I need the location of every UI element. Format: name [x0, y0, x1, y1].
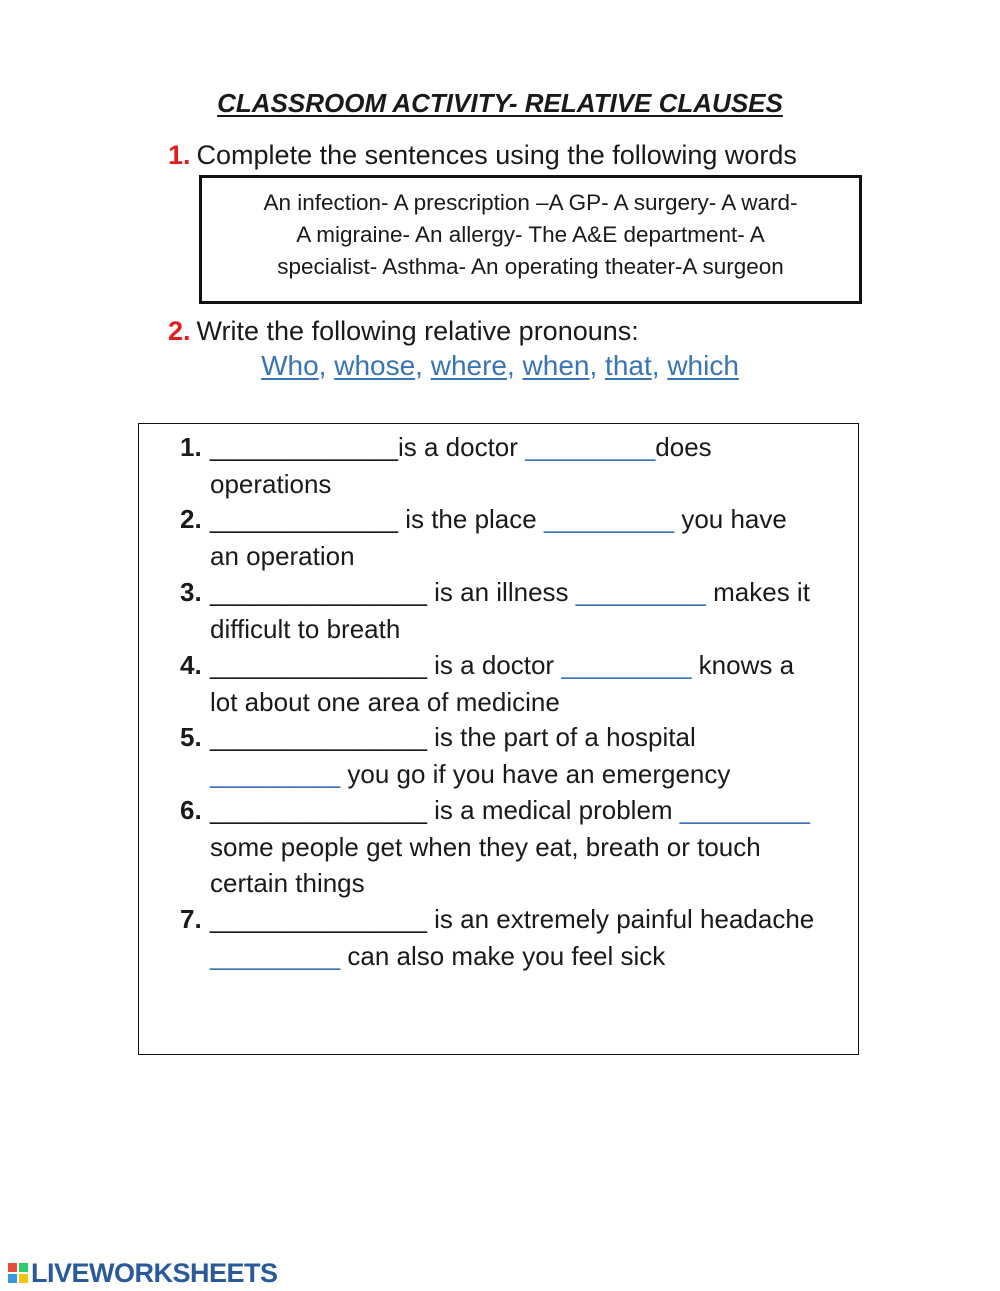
instruction-2-number: 2. [168, 316, 191, 346]
exercise-item-5: 5. _______________ is the part of a hospital _________ you go if you have an emergency [180, 719, 820, 792]
exercise-item-2: 2. _____________ is the place _________ you have an operation [180, 501, 820, 574]
instruction-2 [168, 316, 639, 347]
answer-blank-noun[interactable]: _______________ [210, 904, 427, 934]
answer-blank-noun[interactable]: _______________ [210, 722, 427, 752]
exercise-number: 1. [180, 432, 202, 462]
instruction-1-text: Complete the sentences using the following words [196, 140, 797, 170]
instruction-1 [168, 140, 797, 171]
pronoun-word[interactable]: when [522, 350, 590, 381]
answer-blank-pronoun[interactable]: _________ [210, 940, 341, 971]
word-bank-line: specialist- Asthma- An operating theater-A surgeon [277, 254, 784, 279]
pronoun-word[interactable]: which [667, 350, 739, 381]
answer-blank-pronoun[interactable]: _________ [561, 650, 692, 680]
answer-blank-noun[interactable]: _______________ [210, 577, 427, 607]
pronoun-list: Who, whose, where, when, that, which [261, 350, 739, 381]
pronoun-word[interactable]: that [605, 350, 652, 381]
exercise-item-7: 7. _______________ is an extremely painful headache _________ can also make you feel sick [180, 901, 820, 974]
answer-blank-pronoun[interactable]: _________ [679, 795, 810, 825]
exercise-number: 6. [180, 795, 202, 825]
answer-blank-pronoun[interactable]: _________ [575, 577, 706, 607]
instruction-1-number: 1. [168, 140, 191, 170]
word-bank-line: A migraine- An allergy- The A&E department- A [296, 222, 765, 247]
exercise-number: 7. [180, 904, 202, 934]
answer-blank-pronoun[interactable]: _________ [543, 504, 675, 534]
exercise-item-6: 6. _______________ is a medical problem _________ some people get when they eat, breath or touch certain things [180, 792, 820, 902]
exercise-number: 4. [180, 650, 202, 680]
worksheet-title: CLASSROOM ACTIVITY- RELATIVE CLAUSES [217, 88, 783, 118]
pronoun-word[interactable]: where [430, 350, 507, 381]
exercise-item-4: 4. _______________ is a doctor _________ knows a lot about one area of medicine [180, 647, 820, 720]
answer-blank-noun[interactable]: _______________ [210, 795, 427, 825]
exercise-number: 5. [180, 722, 202, 752]
exercise-item-1: 1. _____________is a doctor _________does operations [180, 429, 820, 502]
pronoun-word[interactable]: whose [334, 350, 416, 381]
exercise-number: 3. [180, 577, 202, 607]
exercise-item-3: 3. _______________ is an illness _________ makes it difficult to breath [180, 574, 820, 647]
answer-blank-pronoun[interactable]: _________ [525, 432, 656, 462]
instruction-2-text: Write the following relative pronouns: [196, 316, 639, 346]
answer-blank-noun[interactable]: _____________ [210, 432, 398, 462]
answer-blank-pronoun[interactable]: _________ [210, 758, 341, 789]
word-bank-box [199, 175, 862, 304]
exercise-number: 2. [180, 504, 202, 534]
logo-text: LIVEWORKSHEETS [31, 1257, 278, 1288]
logo-squares-icon [8, 1263, 28, 1283]
word-bank-line: An infection- A prescription –A GP- A surgery- A ward- [263, 190, 798, 215]
pronoun-word[interactable]: Who [261, 350, 319, 381]
liveworksheets-logo[interactable] [8, 1258, 278, 1288]
answer-blank-noun[interactable]: _____________ [210, 504, 398, 534]
answer-blank-noun[interactable]: _______________ [210, 650, 427, 680]
